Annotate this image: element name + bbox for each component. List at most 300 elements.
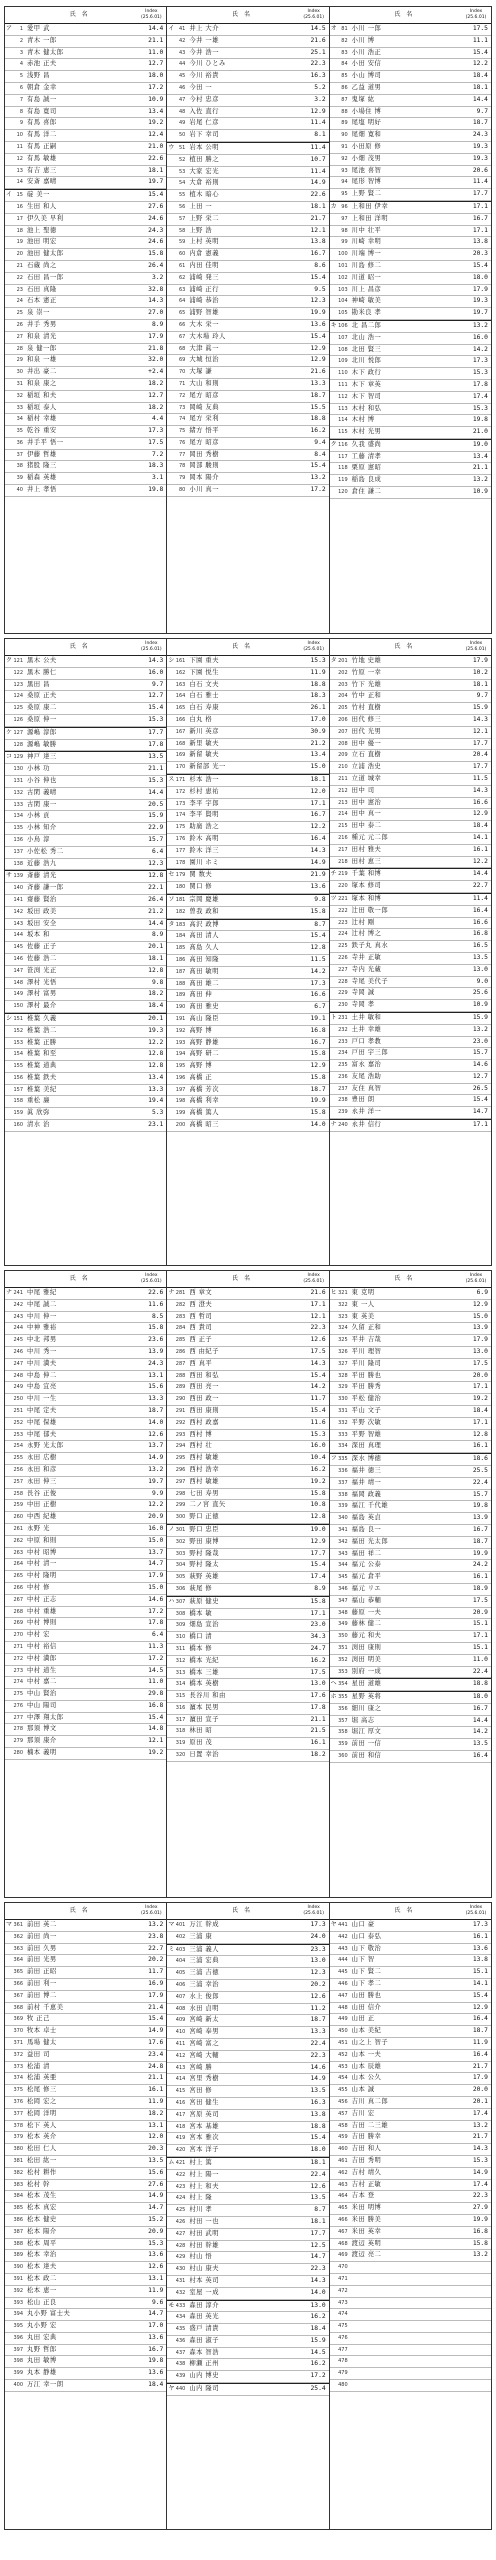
member-name: 井手 秀男: [27, 320, 57, 328]
handicap-index: 20.3: [472, 250, 488, 258]
member-row: [5, 2298, 166, 2310]
kana-group-label: [330, 821, 338, 832]
handicap-index: 12.3: [310, 1969, 326, 1977]
kana-group-label: [5, 1430, 13, 1441]
handicap-index: 12.8: [148, 1062, 164, 1070]
member-number: 240: [338, 1122, 348, 1129]
member-number: 312: [175, 1657, 186, 1664]
roster-column: [166, 7, 328, 633]
member-row: [167, 155, 328, 167]
member-name: 稲島 良成: [351, 476, 382, 484]
handicap-index: 15.4: [310, 1561, 326, 1569]
roster-columns: [5, 639, 491, 1265]
handicap-index: 13.9: [148, 1347, 164, 1355]
member-row: [167, 2217, 328, 2229]
member-row: [330, 261, 491, 273]
kana-group-label: [5, 1654, 13, 1665]
kana-group-label: [5, 2121, 13, 2132]
member-number: 79: [178, 475, 186, 482]
member-name: 木下 政行: [351, 369, 382, 377]
handicap-index: 27.0: [148, 309, 164, 317]
member-name: 中澤 翔太郎: [27, 1713, 64, 1721]
member-number: 304: [175, 1562, 186, 1569]
member-number: 468: [338, 2240, 348, 2247]
member-row: [5, 1689, 166, 1701]
handicap-index: 14.0: [148, 1418, 164, 1426]
member-name: 中尾 雅紀: [27, 1289, 57, 1296]
member-number: 413: [175, 2064, 186, 2071]
member-row: [5, 1371, 166, 1383]
handicap-index: 17.9: [472, 2074, 488, 2082]
kana-group-label: [330, 1549, 338, 1560]
handicap-index: 18.4: [148, 2381, 164, 2389]
kana-group-label: [330, 415, 338, 426]
member-row: [330, 333, 491, 345]
handicap-index: 13.0: [310, 1680, 326, 1688]
member-row: [5, 344, 166, 356]
member-row: [330, 2097, 491, 2109]
member-number: 78: [178, 463, 186, 470]
handicap-index: 12.9: [310, 344, 326, 352]
member-row: [330, 1430, 491, 1442]
member-row: [5, 2180, 166, 2192]
member-name: 今田 一: [189, 83, 213, 91]
member-name: 田村 雅夫: [351, 845, 382, 853]
member-row: [5, 1713, 166, 1725]
member-name: 野口 忠臣: [189, 1525, 220, 1533]
kana-group-label: [5, 1991, 13, 2002]
handicap-index: 13.2: [472, 321, 488, 329]
index-header-date: (25.6.01): [465, 647, 487, 652]
kana-group-label: [5, 391, 13, 402]
member-name: 佐藤 正子: [27, 943, 57, 951]
kana-group-label: [5, 691, 13, 702]
member-row: [5, 154, 166, 166]
member-name: 永井 信行: [351, 1121, 382, 1129]
handicap-index: 15.1: [472, 1643, 488, 1651]
member-row: [5, 202, 166, 214]
handicap-index: 15.0: [310, 763, 326, 771]
roster-column: [329, 1903, 491, 2529]
handicap-index: 18.1: [472, 83, 488, 91]
member-number: 476: [338, 2334, 348, 2341]
member-name: 和泉 一雄: [27, 356, 57, 364]
handicap-index: 20.1: [472, 2097, 488, 2105]
kana-group-label: [167, 1500, 175, 1511]
kana-group-label: [5, 788, 13, 799]
kana-group-label: [330, 2097, 338, 2108]
member-number: 334: [338, 1443, 348, 1450]
member-name: 東 一人: [351, 1300, 375, 1308]
handicap-index: 22.4: [310, 2039, 326, 2047]
member-name: 伊藤 哲雄: [27, 450, 57, 458]
kana-group-label: [167, 485, 175, 496]
handicap-index: 12.3: [310, 297, 326, 305]
handicap-index: 25.1: [310, 48, 326, 56]
kana-group-label: [5, 2345, 13, 2356]
member-row: [330, 1347, 491, 1359]
handicap-index: 14.9: [148, 1454, 164, 1462]
member-number: 454: [338, 2075, 348, 2082]
member-row: [330, 2050, 491, 2062]
member-number: 276: [13, 1702, 23, 1709]
kana-group-label: [167, 1371, 175, 1382]
member-name: 中田 正樹: [27, 1501, 57, 1509]
header-kana-spacer: [5, 7, 13, 23]
member-number: 3: [19, 49, 23, 56]
member-name: 丸野 哲郎: [27, 2345, 57, 2353]
member-number: 386: [13, 2216, 23, 2223]
member-number: 103: [338, 286, 348, 293]
index-header-label: Index: [307, 1273, 320, 1278]
handicap-index: 21.7: [310, 214, 326, 222]
member-name: 高野 静雄: [189, 1038, 220, 1046]
member-number: 202: [338, 669, 348, 676]
kana-group-label: [330, 2356, 338, 2367]
kana-group-label: [330, 1608, 338, 1619]
member-row: [5, 1418, 166, 1430]
member-row: [5, 2144, 166, 2156]
member-number: 464: [338, 2193, 348, 2200]
member-name: 七田 寿男: [189, 1489, 220, 1497]
member-number: 342: [338, 1538, 348, 1545]
kana-group-label: ナ: [5, 1289, 12, 1296]
member-name: 中村 重雄: [27, 1607, 57, 1615]
member-number: 2: [19, 37, 23, 44]
member-number: 478: [338, 2358, 348, 2365]
kana-group-label: [5, 1001, 13, 1012]
member-row: [167, 990, 328, 1002]
member-number: 426: [175, 2218, 186, 2225]
member-number: 133: [13, 801, 23, 808]
member-name: 室屋 一成: [189, 2288, 220, 2296]
member-number: 377: [13, 2110, 23, 2117]
kana-group-label: [5, 740, 13, 751]
member-row: [5, 130, 166, 142]
member-row: [5, 2309, 166, 2321]
kana-group-label: [330, 1596, 338, 1607]
member-name: 今川 裕貴: [189, 72, 220, 80]
member-name: 中山 賢治: [27, 1690, 57, 1698]
member-row: [167, 1992, 328, 2004]
kana-group-label: [167, 2276, 175, 2287]
member-row: [330, 1084, 491, 1096]
member-number: 373: [13, 2063, 23, 2070]
kana-group-label: [167, 1609, 175, 1620]
member-row: [167, 668, 328, 680]
member-row: [167, 95, 328, 107]
handicap-index: 13.3: [148, 1395, 164, 1403]
kana-group-label: [167, 2110, 175, 2121]
member-row: [167, 1620, 328, 1632]
kana-group-label: [5, 1073, 13, 1084]
kana-group-label: [330, 2026, 338, 2037]
member-number: 359: [338, 1741, 348, 1748]
kana-group-label: [167, 2193, 175, 2204]
member-row: [330, 166, 491, 178]
handicap-index: 16.7: [310, 811, 326, 819]
member-name: 村上 和夫: [189, 2182, 220, 2190]
member-row: [330, 2109, 491, 2121]
member-number: 343: [338, 1550, 348, 1557]
kana-group-label: ハ: [168, 1597, 175, 1605]
name-header: 氏 名: [69, 1907, 90, 1914]
member-row: [5, 1441, 166, 1453]
member-number: 262: [13, 1537, 23, 1544]
kana-group-label: [330, 727, 338, 738]
handicap-index: 16.0: [148, 1524, 164, 1532]
handicap-index: 15.5: [310, 403, 326, 411]
member-name: 田中 泰二: [351, 822, 382, 830]
member-number: 418: [175, 2123, 186, 2130]
member-name: 髙島 久人: [189, 944, 220, 952]
header-number-spacer: [338, 639, 348, 655]
kana-group-label: [5, 835, 13, 846]
member-name: 宮本 洋子: [189, 2146, 220, 2154]
handicap-index: 19.8: [148, 486, 164, 494]
member-number: 300: [175, 1514, 186, 1521]
member-name: 西村 博: [189, 1430, 213, 1438]
kana-group-label: [167, 1085, 175, 1096]
member-row: [167, 691, 328, 703]
member-row: [330, 2180, 491, 2192]
roster-column: [329, 7, 491, 633]
member-name: 牧本 卓士: [27, 2027, 57, 2035]
member-number: 16: [16, 203, 23, 210]
member-number: 432: [175, 2289, 186, 2296]
member-name: 平井 吉哉: [351, 1336, 382, 1344]
member-row: [5, 2274, 166, 2286]
handicap-index: [458, 2356, 491, 2367]
member-row: [5, 1347, 166, 1359]
handicap-index: 18.1: [310, 2158, 326, 2166]
member-row: [5, 859, 166, 871]
handicap-index: 5.3: [151, 1109, 164, 1117]
member-name: 西村 浩幸: [189, 1465, 220, 1473]
kana-group-label: [167, 1359, 175, 1370]
member-number: 17: [16, 215, 23, 222]
member-name: 久我 盛尚: [351, 440, 382, 448]
handicap-index: 14.9: [310, 2075, 326, 2083]
member-number: 1: [19, 26, 23, 32]
member-number: 27: [16, 333, 23, 340]
member-name: 山口 豪: [351, 1921, 375, 1928]
member-number: 306: [175, 1585, 186, 1592]
member-number: 72: [178, 392, 186, 399]
member-row: [330, 2073, 491, 2085]
column-header: [5, 7, 166, 24]
member-number: 42: [178, 37, 186, 44]
member-row: [5, 776, 166, 788]
kana-group-label: [330, 2121, 338, 2132]
member-number: 449: [338, 2016, 348, 2023]
handicap-index: 15.8: [310, 1597, 326, 1605]
handicap-index: 19.3: [472, 142, 488, 150]
handicap-index: 19.0: [310, 1525, 326, 1533]
handicap-index: 13.8: [472, 1956, 488, 1964]
member-name: 杉村 恵祐: [189, 787, 220, 795]
member-name: 中山 陽司: [27, 1701, 57, 1709]
handicap-index: 16.4: [472, 2050, 488, 2058]
member-name: 松村 耕作: [27, 2168, 57, 2176]
member-number: 89: [341, 120, 348, 127]
member-name: 小川 真一: [189, 486, 220, 494]
member-name: 浦崎 正行: [189, 285, 220, 293]
handicap-index: 20.9: [148, 2227, 164, 2235]
member-row: [167, 473, 328, 485]
member-name: 橋本 敏: [189, 1609, 213, 1617]
member-row: [5, 391, 166, 403]
handicap-index: 17.3: [472, 1921, 488, 1928]
handicap-index: 17.7: [310, 1549, 326, 1557]
member-number: 425: [175, 2207, 186, 2214]
name-header: 氏 名: [394, 643, 415, 650]
member-name: 木村 光男: [351, 428, 382, 436]
kana-group-label: [5, 2003, 13, 2014]
handicap-index: 29.8: [148, 1690, 164, 1698]
member-name: 村山 康夫: [189, 2265, 220, 2273]
member-row: [5, 1096, 166, 1108]
member-row: [167, 308, 328, 320]
member-number: 220: [338, 883, 348, 890]
kana-group-label: [167, 118, 175, 129]
member-name: 西 正子: [189, 1336, 213, 1344]
member-name: 椎葉 浩二: [27, 1026, 57, 1034]
member-number: 302: [175, 1538, 186, 1545]
kana-group-label: [167, 1968, 175, 1979]
kana-group-label: [167, 1120, 175, 1131]
member-row: [167, 450, 328, 462]
member-name: 萩原 健史: [189, 1597, 220, 1605]
handicap-index: 12.1: [310, 226, 326, 234]
member-row: [167, 979, 328, 991]
handicap-index: [458, 2298, 491, 2309]
member-name: 木下 章英: [351, 380, 382, 388]
member-row: [5, 1991, 166, 2003]
handicap-index: 12.3: [148, 859, 164, 867]
member-number: 84: [341, 61, 348, 68]
handicap-index: 8.1: [314, 131, 326, 139]
kana-group-label: [5, 2144, 13, 2155]
column-header: [5, 639, 166, 656]
roster-column: [5, 639, 166, 1265]
member-number: 411: [175, 2040, 186, 2047]
member-number: 232: [338, 1026, 348, 1033]
member-number: 431: [175, 2277, 186, 2284]
member-row: [5, 1536, 166, 1548]
kana-group-label: [330, 1655, 338, 1666]
kana-group-label: [330, 83, 338, 94]
kana-group-label: [330, 452, 338, 463]
kana-group-label: [167, 167, 175, 178]
kana-group-label: [167, 1560, 175, 1571]
member-number: 39: [16, 475, 23, 482]
kana-group-label: [5, 344, 13, 355]
kana-group-label: [167, 1073, 175, 1084]
handicap-index: 23.0: [472, 1037, 488, 1045]
kana-group-label: [5, 1049, 13, 1060]
handicap-index: 12.8: [148, 966, 164, 974]
kana-group-label: シ: [5, 1014, 12, 1022]
member-row: [167, 727, 328, 739]
handicap-index: 23.3: [310, 1945, 326, 1953]
member-row: [5, 966, 166, 978]
member-row: [167, 59, 328, 71]
member-name: 稲垣 泰人: [27, 403, 57, 411]
handicap-index: 6.4: [151, 1631, 164, 1639]
member-number: 194: [175, 1051, 186, 1058]
kana-group-label: [330, 703, 338, 714]
member-row: [5, 2168, 166, 2180]
handicap-index: 12.9: [310, 356, 326, 364]
kana-group-label: [330, 988, 338, 999]
member-number: 197: [175, 1086, 186, 1093]
handicap-index: 8.6: [314, 261, 326, 269]
member-number: 408: [175, 2005, 186, 2012]
kana-group-label: [330, 1394, 338, 1405]
member-row: [330, 1704, 491, 1716]
member-row: [5, 48, 166, 60]
member-name: 田中 優一: [351, 739, 382, 747]
handicap-index: 12.5: [310, 2241, 326, 2249]
member-name: 田代 修三: [351, 715, 382, 723]
member-number: 13: [16, 167, 23, 174]
handicap-index: 17.1: [472, 202, 488, 210]
member-row: [167, 1359, 328, 1371]
member-name: 椎葉 美紀: [27, 1085, 57, 1093]
kana-group-label: [5, 2191, 13, 2202]
member-row: [330, 2121, 491, 2133]
member-name: 斎藤 清光: [27, 872, 57, 880]
member-row: [330, 368, 491, 380]
member-name: 那須 康介: [27, 1737, 57, 1745]
roster-columns: [5, 1903, 491, 2529]
handicap-index: 22.9: [148, 824, 164, 832]
member-row: [167, 1406, 328, 1418]
member-name: [350, 2274, 458, 2285]
member-number: 324: [338, 1325, 348, 1332]
member-row: [167, 461, 328, 473]
member-row: [167, 1371, 328, 1383]
member-row: [330, 83, 491, 95]
member-number: 6: [19, 84, 23, 91]
handicap-index: 20.1: [148, 943, 164, 951]
kana-group-label: [167, 1656, 175, 1667]
member-number: 474: [338, 2311, 348, 2318]
handicap-index: 13.8: [472, 238, 488, 246]
member-row: [330, 1549, 491, 1561]
handicap-index: 24.3: [472, 131, 488, 139]
kana-group-label: [167, 1418, 175, 1429]
kana-group-label: [5, 859, 13, 870]
member-name: 馬場 健太: [27, 2038, 57, 2046]
kana-group-label: [167, 2145, 175, 2156]
kana-group-label: [167, 1644, 175, 1655]
member-row: [330, 404, 491, 416]
member-number: 221: [338, 895, 348, 902]
member-name: 福江 千代雄: [351, 1502, 389, 1510]
header-number-spacer: [175, 1271, 185, 1287]
member-name: 平川 隆司: [351, 1359, 382, 1367]
member-row: [167, 344, 328, 356]
member-row: [5, 2121, 166, 2133]
member-row: [167, 2348, 328, 2360]
member-number: 389: [13, 2252, 23, 2259]
member-row: [167, 762, 328, 774]
kana-group-label: [5, 978, 13, 989]
kana-group-label: [5, 308, 13, 319]
kana-group-label: [330, 296, 338, 307]
